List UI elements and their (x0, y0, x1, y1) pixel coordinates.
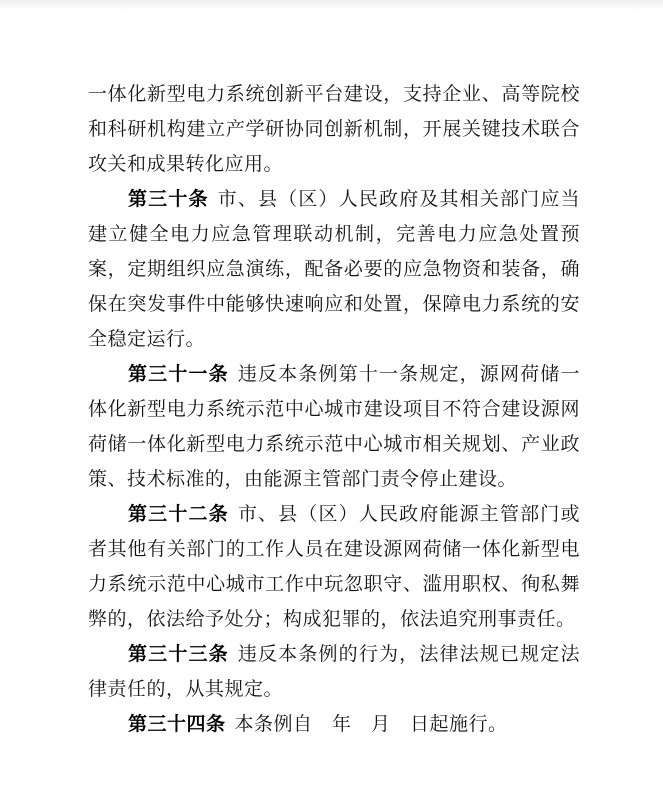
article-number: 第三十条 (128, 189, 209, 210)
page-top-shadow (0, 0, 663, 10)
article-number: 第三十三条 (128, 644, 229, 665)
paragraph (88, 707, 580, 742)
article-number: 第三十四条 (128, 714, 226, 735)
document-body (88, 77, 580, 742)
paragraph (88, 497, 580, 637)
paragraph-text: 违反本条例第十一条规定，源网荷储一体化新型电力系统示范中心城市建设项目不符合建设源网荷储一体化新型电力系统示范中心城市相关规划、产业政策、技术标准的，由能源主管部门责令停止建设。 (88, 364, 580, 490)
paragraph-text: 一体化新型电力系统创新平台建设，支持企业、高等院校和科研机构建立产学研协同创新机制，开展关键技术联合攻关和成果转化应用。 (88, 84, 580, 175)
paragraph (88, 77, 580, 182)
paragraph (88, 357, 580, 497)
article-number: 第三十一条 (128, 364, 229, 385)
article-number: 第三十二条 (128, 504, 229, 525)
paragraph-text: 违反本条例的行为，法律法规已规定法律责任的，从其规定。 (88, 644, 580, 700)
paragraph-text: 本条例自 年 月 日起施行。 (234, 714, 508, 735)
paragraph-text: 市、县（区）人民政府能源主管部门或者其他有关部门的工作人员在建设源网荷储一体化新型电力系统示范中心城市工作中玩忽职守、滥用职权、徇私舞弊的，依法给予处分；构成犯罪的，依法追究刑事责任。 (88, 504, 580, 630)
paragraph (88, 637, 580, 707)
paragraph-text: 市、县（区）人民政府及其相关部门应当建立健全电力应急管理联动机制，完善电力应急处置预案，定期组织应急演练，配备必要的应急物资和装备，确保在突发事件中能够快速响应和处置，保障电力系统的安全稳定运行。 (88, 189, 580, 350)
paragraph (88, 182, 580, 357)
